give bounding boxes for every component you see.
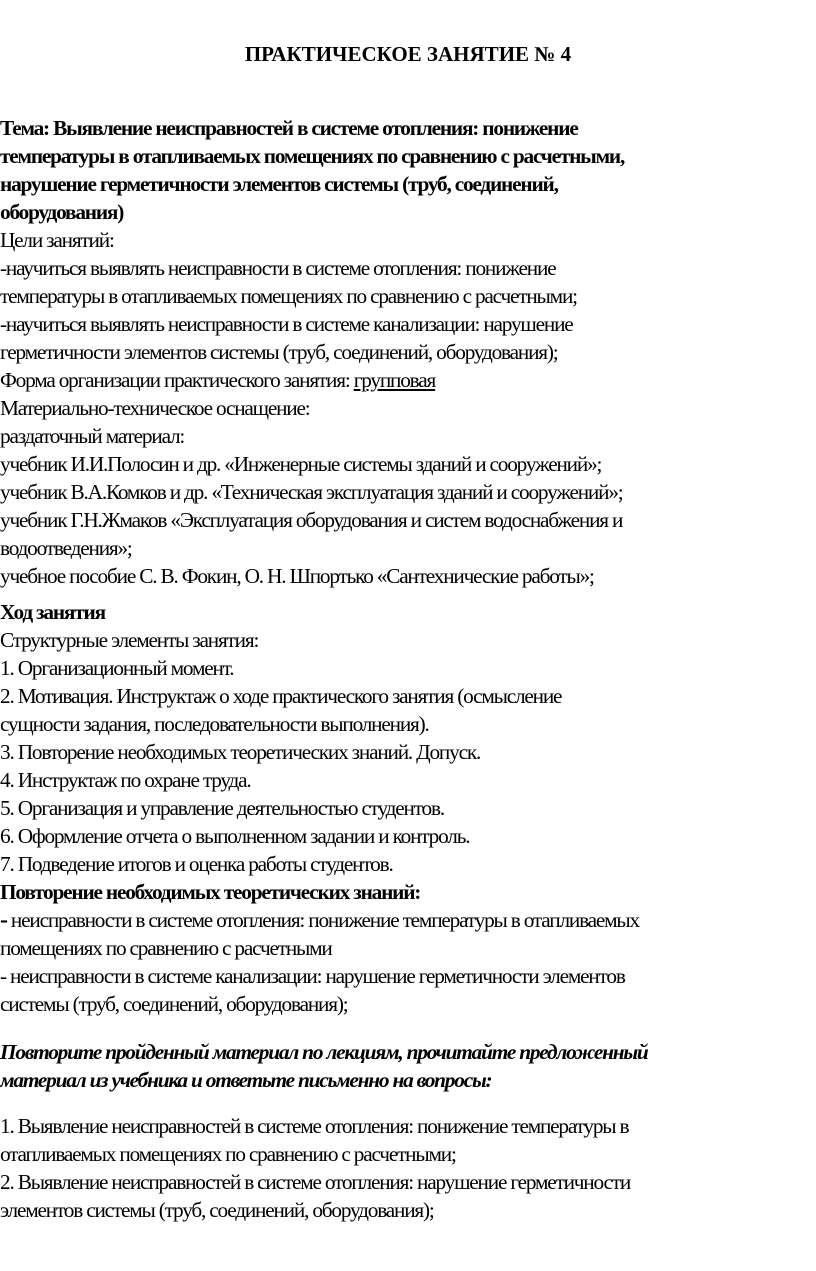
review-dash: - bbox=[0, 907, 7, 933]
course-block bbox=[0, 598, 816, 1018]
organization-form-label: Форма организации практического занятия: bbox=[0, 368, 354, 392]
course-step: 1. Организационный момент. bbox=[0, 656, 234, 680]
material-line: учебник В.А.Комков и др. «Техническая эксплуатация зданий и сооружений»; bbox=[0, 480, 623, 504]
review-line: помещениях по сравнению с расчетными bbox=[0, 936, 332, 960]
material-line: учебник И.И.Полосин и др. «Инженерные системы зданий и сооружений»; bbox=[0, 452, 602, 476]
goal-line: герметичности элементов системы (труб, соединений, оборудования); bbox=[0, 340, 558, 364]
material-line: учебник Г.Н.Жмаков «Эксплуатация оборудования и систем водоснабжения и bbox=[0, 508, 623, 532]
topic-line: Тема: Выявление неисправностей в системе отопления: понижение bbox=[0, 116, 578, 140]
question-line: отапливаемых помещениях по сравнению с расчетными; bbox=[0, 1142, 456, 1166]
materials-heading: Материально-техническое оснащение: bbox=[0, 396, 310, 420]
course-step: 7. Подведение итогов и оценка работы студентов. bbox=[0, 852, 393, 876]
goal-line: -научиться выявлять неисправности в системе канализации: нарушение bbox=[0, 312, 573, 336]
review-line bbox=[0, 906, 816, 934]
topic-line: оборудования) bbox=[0, 200, 124, 224]
organization-form-value: групповая bbox=[353, 368, 436, 392]
question-line: элементов системы (труб, соединений, оборудования); bbox=[0, 1198, 434, 1222]
review-line: - неисправности в системе канализации: нарушение герметичности элементов bbox=[0, 964, 625, 988]
course-step: 2. Мотивация. Инструктаж о ходе практического занятия (осмысление bbox=[0, 684, 562, 708]
goals-block bbox=[0, 226, 816, 590]
course-step: 3. Повторение необходимых теоретических знаний. Допуск. bbox=[0, 740, 481, 764]
review-heading: Повторение необходимых теоретических знаний: bbox=[0, 880, 421, 904]
goal-line: температуры в отапливаемых помещениях по сравнению с расчетными; bbox=[0, 284, 577, 308]
topic-block bbox=[0, 114, 816, 226]
material-line: учебное пособие С. В. Фокин, О. Н. Шпортько «Сантехнические работы»; bbox=[0, 564, 594, 588]
instruction-line: материал из учебника и ответьте письменно на вопросы: bbox=[0, 1068, 492, 1092]
topic-line: нарушение герметичности элементов системы (труб, соединений, bbox=[0, 172, 558, 196]
course-step: 4. Инструктаж по охране труда. bbox=[0, 768, 251, 792]
course-heading: Ход занятия bbox=[0, 600, 105, 624]
question-line: 2. Выявление неисправностей в системе отопления: нарушение герметичности bbox=[0, 1170, 631, 1194]
material-line: водоотведения»; bbox=[0, 536, 132, 560]
goals-heading: Цели занятий: bbox=[0, 228, 114, 252]
review-line: системы (труб, соединений, оборудования); bbox=[0, 992, 348, 1016]
goal-line: -научиться выявлять неисправности в системе отопления: понижение bbox=[0, 256, 556, 280]
topic-line: температуры в отапливаемых помещениях по сравнению с расчетными, bbox=[0, 144, 625, 168]
course-subheading: Структурные элементы занятия: bbox=[0, 628, 259, 652]
page-title: ПРАКТИЧЕСКОЕ ЗАНЯТИЕ № 4 bbox=[244, 42, 572, 66]
course-step: сущности задания, последовательности выполнения). bbox=[0, 712, 429, 736]
instruction-line: Повторите пройденный материал по лекциям, прочитайте предложенный bbox=[0, 1040, 648, 1064]
organization-form bbox=[0, 366, 816, 394]
questions-block bbox=[0, 1112, 816, 1224]
task-instruction bbox=[0, 1038, 816, 1094]
review-line-text: неисправности в системе отопления: понижение температуры в отапливаемых bbox=[6, 908, 639, 932]
course-step: 6. Оформление отчета о выполненном задании и контроль. bbox=[0, 824, 470, 848]
question-line: 1. Выявление неисправностей в системе отопления: понижение температуры в bbox=[0, 1114, 629, 1138]
course-step: 5. Организация и управление деятельностью студентов. bbox=[0, 796, 444, 820]
materials-subheading: раздаточный материал: bbox=[0, 424, 185, 448]
